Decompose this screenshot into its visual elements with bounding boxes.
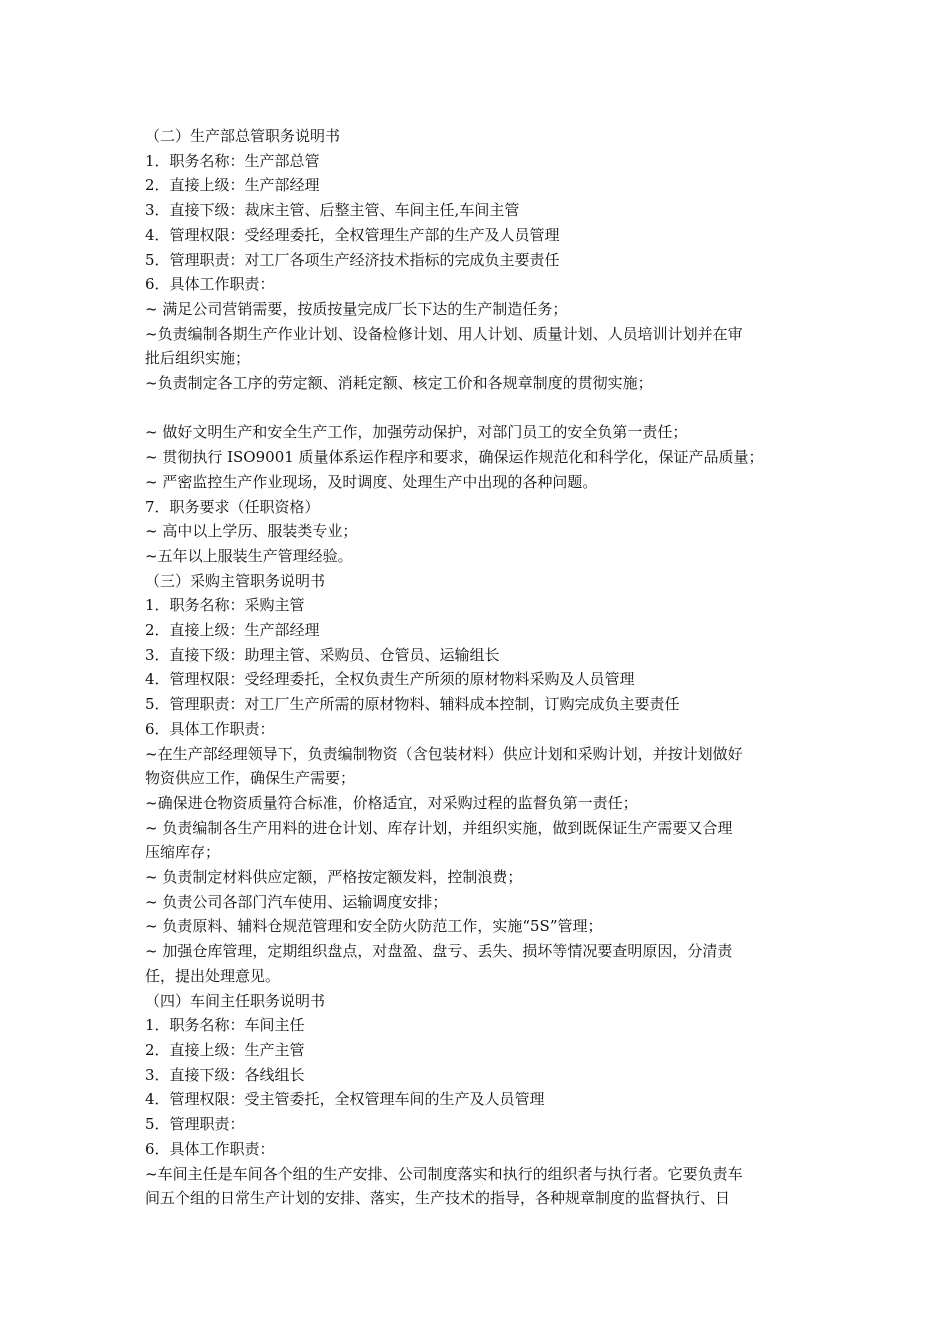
text-line: ~ 高中以上学历、服装类专业；: [145, 522, 358, 541]
text-line: 3．直接下级：裁床主管、后整主管、车间主任,车间主管: [145, 201, 520, 220]
text-line: 间五个组的日常生产计划的安排、落实，生产技术的指导，各种规章制度的监督执行、日: [145, 1189, 731, 1208]
text-line: 2．直接上级：生产主管: [145, 1041, 305, 1059]
text-line: 物资供应工作，确保生产需要；: [145, 769, 356, 788]
text-line: 1．职务名称：采购主管: [145, 596, 305, 615]
text-line: （四）车间主任职务说明书: [145, 991, 326, 1010]
text-line: ~ 满足公司营销需要，按质按量完成厂长下达的生产制造任务；: [145, 299, 568, 318]
text-line: （二）生产部总管职务说明书: [145, 127, 341, 145]
text-line: 2．直接上级：生产部经理: [145, 621, 320, 640]
text-line: ~车间主任是车间各个组的生产安排、公司制度落实和执行的组织者与执行者。它要负责车: [145, 1164, 743, 1183]
text-line: ~ 贯彻执行 ISO9001 质量体系运作程序和要求，确保运作规范化和科学化，保证产品质量；: [145, 448, 764, 467]
text-line: ~在生产部经理领导下，负责编制物资（含包装材料）供应计划和采购计划，并按计划做好: [145, 744, 743, 763]
text-line: 6．具体工作职责：: [145, 275, 275, 294]
text-line: ~确保进仓物资质量符合标准，价格适宜，对采购过程的监督负第一责任；: [145, 793, 638, 812]
document-body: [145, 124, 810, 1211]
text-line: 任，提出处理意见。: [145, 966, 281, 985]
text-line: ~ 负责公司各部门汽车使用、运输调度安排；: [145, 892, 448, 911]
text-line: ~ 严密监控生产作业现场，及时调度、处理生产中出现的各种问题。: [145, 472, 598, 491]
text-line: 5．管理职责：: [145, 1115, 245, 1134]
text-line: ~五年以上服装生产管理经验。: [145, 546, 353, 565]
text-line: 批后组织实施；: [145, 349, 251, 368]
text-line: 7．职务要求（任职资格）: [145, 497, 320, 516]
text-line: ~ 负责原料、辅料仓规范管理和安全防火防范工作，实施“5S”管理；: [145, 917, 603, 936]
text-line: 6．具体工作职责：: [145, 1139, 275, 1158]
text-line: 3．直接下级：各线组长: [145, 1065, 305, 1084]
text-line: 2．直接上级：生产部经理: [145, 176, 320, 195]
text-line: ~负责制定各工序的劳定额、消耗定额、核定工价和各规章制度的贯彻实施；: [145, 374, 653, 393]
blank-line: [145, 396, 810, 421]
text-line: 4．管理权限：受经理委托，全权负责生产所须的原材物料采购及人员管理: [145, 670, 635, 689]
text-line: 3．直接下级：助理主管、采购员、仓管员、运输组长: [145, 645, 500, 664]
text-line: ~ 加强仓库管理，定期组织盘点，对盘盈、盘亏、丢失、损坏等情况要查明原因，分清责: [145, 942, 733, 961]
text-line: 1．职务名称：生产部总管: [145, 151, 320, 170]
text-line: ~ 负责制定材料供应定额，严格按定额发料，控制浪费；: [145, 868, 523, 887]
text-line: 4．管理权限：受经理委托，全权管理生产部的生产及人员管理: [145, 225, 560, 244]
text-line: （三）采购主管职务说明书: [145, 571, 326, 590]
text-line: ~ 负责编制各生产用料的进仓计划、库存计划，并组织实施，做到既保证生产需要又合理: [145, 818, 733, 837]
text-line: 4．管理权限：受主管委托，全权管理车间的生产及人员管理: [145, 1090, 545, 1109]
text-line: ~负责编制各期生产作业计划、设备检修计划、用人计划、质量计划、人员培训计划并在审: [145, 324, 743, 343]
text-line: 5．管理职责：对工厂生产所需的原材物料、辅料成本控制，订购完成负主要责任: [145, 695, 680, 714]
text-line: 1．职务名称：车间主任: [145, 1016, 305, 1035]
text-line: 压缩库存；: [145, 843, 221, 862]
text-line: ~ 做好文明生产和安全生产工作，加强劳动保护，对部门员工的安全负第一责任；: [145, 423, 688, 442]
text-line: 5．管理职责：对工厂各项生产经济技术指标的完成负主要责任: [145, 250, 560, 269]
text-line: 6．具体工作职责：: [145, 719, 275, 738]
